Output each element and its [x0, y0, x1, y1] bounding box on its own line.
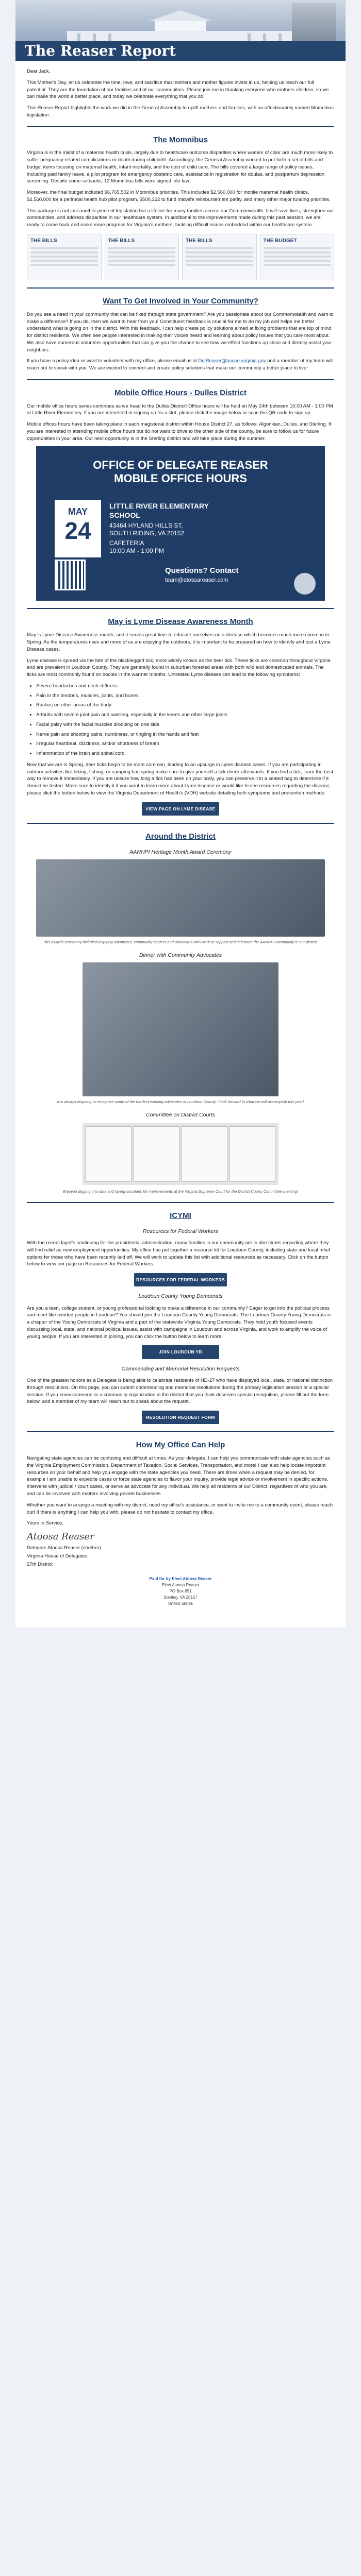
flyer-date: MAY 24: [55, 500, 101, 557]
mobile-office-paragraph: Mobile offices hours have been taking place in each magisterial district within House District 27, as follows: Algonkian, Dulles, and Sterling. If you are interested in attending mobile office hours but do not want to drive to the other side of the county, be sure to follow us for future opportunities in your area. Our next opportunity is in the Sterling district and will take place during the summer.: [27, 421, 332, 442]
office-help-heading: How My Office Can Help: [136, 1440, 225, 1450]
lyme-paragraph: May is Lyme Disease Awareness month, and it serves great time to educate ourselves on a disease which becomes much more common in Spring. As the temperatures rises and more of us are enjoying the outdoors, it is important to be prepared on how to identify and test a Lyme Disease cases.: [27, 632, 331, 652]
footer-address-line: PO Box 651: [169, 1589, 192, 1594]
list-item: • Rashes on other areas of the body: [36, 702, 334, 709]
newsletter: [15, 0, 346, 1628]
federal-workers-button[interactable]: RESOURCES FOR FEDERAL WORKERS: [134, 1273, 227, 1286]
section-subheading: Dinner with Community Advocates: [139, 952, 222, 958]
momnibus-heading: The Momnibus: [153, 135, 208, 144]
event-photo: [83, 962, 278, 1096]
seal-logo: [294, 573, 316, 595]
footer-address-line: Elect Atoosa Reaser: [161, 1583, 200, 1588]
flyer-contact: Questions? Contact team@atossareaser.com: [165, 566, 239, 583]
get-involved-heading: Want To Get Involved in Your Community?: [103, 297, 258, 306]
qr-code[interactable]: [55, 560, 86, 590]
divider: [27, 379, 334, 380]
bills-card: THE BILLS: [27, 234, 102, 280]
office-help-paragraph: Navigating state agencies can be confusing and difficult at times. As your delegate, I can help you communicate with state agencies such as the Virginia Employment Commission, Department of Taxation, Social Services, Transportation, and more! I can also help locate important resources on your behalf and help you engage with the state agencies you need. There are times when a request may be denied, for example I am unable to expedite cases or force state agencies to flavor your inquiry, provide legal advice or involvement in specific actions, intervene with judicial / court cases, or serve as advocate for any individual. We help all residents of our District, regardless of who you are, and can be involved with matters involving private businesses.: [27, 1455, 331, 1497]
footer-address-line: United States: [168, 1601, 193, 1606]
momnibus-paragraph: Moreover, the final budget included $6,765,502 in Momnibus priorities. This includes $2,560,000 for mobile maternal health clinics, $2,560,000 for a perinatal health hub pilot program, $500,322 to fund midwife reimbursement parity, and many other major funding priorities.: [27, 190, 331, 202]
divider: [27, 608, 334, 609]
photo-caption: This awards ceremony included inspiring volunteers, community leaders and advocates who work to support and celebrate the AANHPI community in our district.: [42, 940, 319, 945]
icymi-heading: ICYMI: [170, 1211, 191, 1221]
header-banner: [15, 0, 346, 61]
intro-paragraph: This Reaser Report highlights the work we did in the General Assembly to uplift mothers and families, with an affectionately named Momnibus legislation.: [27, 105, 334, 118]
divider: [27, 287, 334, 289]
divider: [27, 126, 334, 127]
divider: [27, 1431, 334, 1432]
footer: [27, 1576, 334, 1607]
intro-paragraph: This Mother's Day, let us celebrate the time, love, and sacrifice that mothers and mother figures invest in us, helping us reach our full potential. They are the foundation of our families and of our communities. Please join me in thanking everyone who mothers children, so we can make the world a better place, and today we celebrate everything that you do!: [27, 79, 329, 100]
bills-card: THE BILLS: [105, 234, 179, 280]
divider: [27, 823, 334, 824]
signer-district: 27th District: [27, 1561, 53, 1567]
lyme-paragraph: Lyme disease is spread via the bite of the blacklegged tick, more widely known as the deer tick. These ticks are common throughout Virginia and are prevalent in Loudoun County. They are generally found in suburban forested areas with both wild and domesticated animals. The ticks are most commonly found on bodies in the warmer months. Untreated Lyme disease can lead to the following symptoms:: [27, 657, 331, 678]
flyer-title: OFFICE OF DELEGATE REASER MOBILE OFFICE HOURS: [93, 459, 268, 485]
list-item: • Nerve pain and shooting pains, numbness, or tingling in the hands and feet: [36, 731, 334, 738]
newsletter-title: The Reaser Report: [15, 41, 346, 61]
bills-card: THE BILLS: [182, 234, 257, 280]
around-district-heading: Around the District: [145, 832, 216, 841]
mobile-office-heading: Mobile Office Hours - Dulles District: [114, 388, 247, 397]
email-link[interactable]: DelReaser@house.virginia.gov: [198, 358, 266, 364]
icymi-paragraph: One of the greatest honors as a Delegate is being able to celebrate residents of HD-27 who have displayed local, state, or national distinction through resolutions. On this page, you can submit commending and memorial resolutions during the primary legislation session or a special session. If you know someone or a community organization in the district that you think deserves special recognition, please fill out the form below, and a member of my team will reach out to speak about the request.: [27, 1378, 333, 1405]
photo-caption: It is always inspiring to recognize some of the hardest working advocates in Loudoun County. I look forward to what we will accomplish this year!: [57, 1099, 304, 1105]
paid-for-line: Paid for by Elect Atoosa Reaser: [149, 1577, 212, 1582]
section-subheading: Loudoun County Young Democrats: [138, 1293, 223, 1300]
momnibus-graphics: [27, 234, 334, 280]
join-loudoun-yd-button[interactable]: JOIN LOUDOUN YD: [142, 1345, 219, 1359]
list-item: • Irregular heartbeat, dizziness, and/or shortness of breath: [36, 740, 334, 748]
get-involved-paragraph: Do you see a need in your community that can be fixed through state government? Are you passionate about our Commonwealth and want to make a difference? If you do, then we want to hear from you! Constituent feedback is crucial for me to do my job and helps me better understand what is going on in the district. With this feedback, I can help create policy solutions aimed at fixing problems that are top of mind for district residents. We often see people interested in making their voices heard and learning about policy issues that you care most about. We also have numerous volunteer opportunities that can give you the chance to see how we effect functions up close and directly assist your neighbors.: [27, 311, 334, 353]
divider: [27, 1202, 334, 1203]
icymi-paragraph: Are you a teen, college student, or young professional looking to make a difference in our community? Eager to get into the political process and meet like minded people in Loudoun? You should join the Loudoun County Young Democrats. The Loudoun County Young Democrats is a chapter of the Young Democrats of Virginia and a part of the statewide Virginia Young Democrats. They hold youth focused events discussing local, state, and national political issues, assist with campaigns in Loudoun and across Virginia, and work to amplify the voice of young people. If you are interested in joining, you can click the button below to learn more.: [27, 1305, 331, 1340]
greeting: Dear Jack,: [27, 69, 51, 74]
section-subheading: AANHPI Heritage Month Award Ceremony: [129, 849, 232, 855]
lyme-heading: May is Lyme Disease Awareness Month: [108, 617, 253, 626]
symptom-list: [36, 683, 334, 757]
signoff: [27, 1520, 334, 1568]
section-subheading: Committee on District Courts: [145, 1112, 216, 1118]
footer-address-line: Sterling, VA 20167: [163, 1595, 198, 1600]
resolution-request-button[interactable]: RESOLUTION REQUEST FORM: [142, 1411, 219, 1424]
section-subheading: Resources for Federal Workers: [143, 1228, 218, 1234]
photo-caption: Enjoyed digging into data and laying out plans for improvements at the Virginia Supreme Court for the District Courts Committee meeting!: [63, 1189, 298, 1194]
get-involved-paragraph: If you have a policy idea or want to volunteer with my office, please email us at DelReaser@house.virginia.gov and a member of my team will reach out to speak with you. We are excited to connect and create policy solutions that make our community a better place to live!: [27, 358, 333, 371]
event-photo: [36, 859, 325, 937]
list-item: • Arthritis with severe joint pain and swelling, especially in the knees and other large joints: [36, 711, 334, 719]
flyer-location: LITTLE RIVER ELEMENTARY SCHOOL 43464 HYLAND HILLS ST, SOUTH RIDING, VA 20152 CAFETERIA 10:00 AM - 1:00 PM: [109, 502, 209, 555]
signer-name: Delegate Atoosa Reaser (she/her): [27, 1545, 101, 1551]
closing: Yours in Service,: [27, 1520, 63, 1527]
signer-title: Virginia House of Delegates: [27, 1553, 88, 1559]
momnibus-paragraph: Virginia is in the midst of a maternal health crisis, largely due to healthcare outcome disparities where women of color are much more likely to suffer pregnancy-related complications or death during childbirth. Accordingly, the General Assembly worked to put forth a set of bills and budget items focusing on maternal health, infant mortality, and the cost of child care. The bills covered a large range of policy issues, including paid family leave, a pilot program for emergency obstetric care, assistance in registration for doulas, and postpartum depression screening. Despite some setbacks, 12 Momnibus bills were signed into law.: [27, 150, 333, 184]
icymi-paragraph: With the recent layoffs continuing for the presidential administration, many families in our community are in dire straits regarding where they will find relief as new employment opportunities. My office has put together a resource kit for Loudoun County, including state and local relief options for those who have been recently laid off. We will work to update this list with additional resources as necessary. Click on the button below to view our page on Resources for Federal Workers.: [27, 1240, 330, 1267]
section-subheading: Commending and Memorial Resolution Requests: [121, 1365, 240, 1372]
signature: Atoosa Reaser: [27, 1531, 94, 1543]
budget-card: THE BUDGET: [260, 234, 335, 280]
list-item: • Facial palsy with the facial muscles drooping on one side: [36, 721, 334, 728]
lyme-disease-button[interactable]: VIEW PAGE ON LYME DISEASE: [142, 802, 219, 816]
list-item: • Severe headaches and neck stiffness: [36, 683, 334, 690]
mobile-office-flyer[interactable]: [36, 446, 325, 601]
list-item: • Pain in the tendons, muscles, joints, and bones: [36, 692, 334, 700]
court-documents-photo: [83, 1123, 278, 1185]
momnibus-paragraph: This package is not just another piece of legislation but a lifeline for many families across our Commonwealth. It will save lives, strengthen our communities, and address disparities in our healthcare system. In additional to the improvements made during this past session, we are ready to come back and make more progress for Virginia's mothers, tackling difficult issues embedded within our healthcare system.: [27, 208, 334, 228]
mobile-office-paragraph: Our mobile office hours series continues as we head to the Dulles District! Office hours will be held on May 24th between 10:00 AM - 1:00 PM at Little River Elementary. If you are interested in signing up for a slot, please click the image below or scan the QR code to sign up.: [27, 403, 333, 416]
office-help-paragraph: Whether you want to arrange a meeting with my district, need my office's assistance, or want to invite me to a community event, please reach out! If there is anything I can help you with, please do not hesitate to contact my office.: [27, 1502, 333, 1515]
lyme-paragraph: Now that we are in Spring, deer ticks begin to be more common, leading to an upsurge in Lyme disease cases. If you are participating in outdoor activities like hiking, fishing, or camping has spring make sure to give yourself a tick check afterwards. If you find a tick, learn the best way to remove it immediately. If you are unsure how long a tick has been on your body, you can preserve it in a sealed bag to determine if it should be tested. Make sure to identify it if you want to learn more about Lyme disease or would like to see resources regarding the disease, please click the button below to view the Virginia Department of Health's (VDH) website detailing both symptoms and prevention methods.: [27, 761, 334, 796]
list-item: • Inflammation of the brain and spinal cord: [36, 750, 334, 757]
